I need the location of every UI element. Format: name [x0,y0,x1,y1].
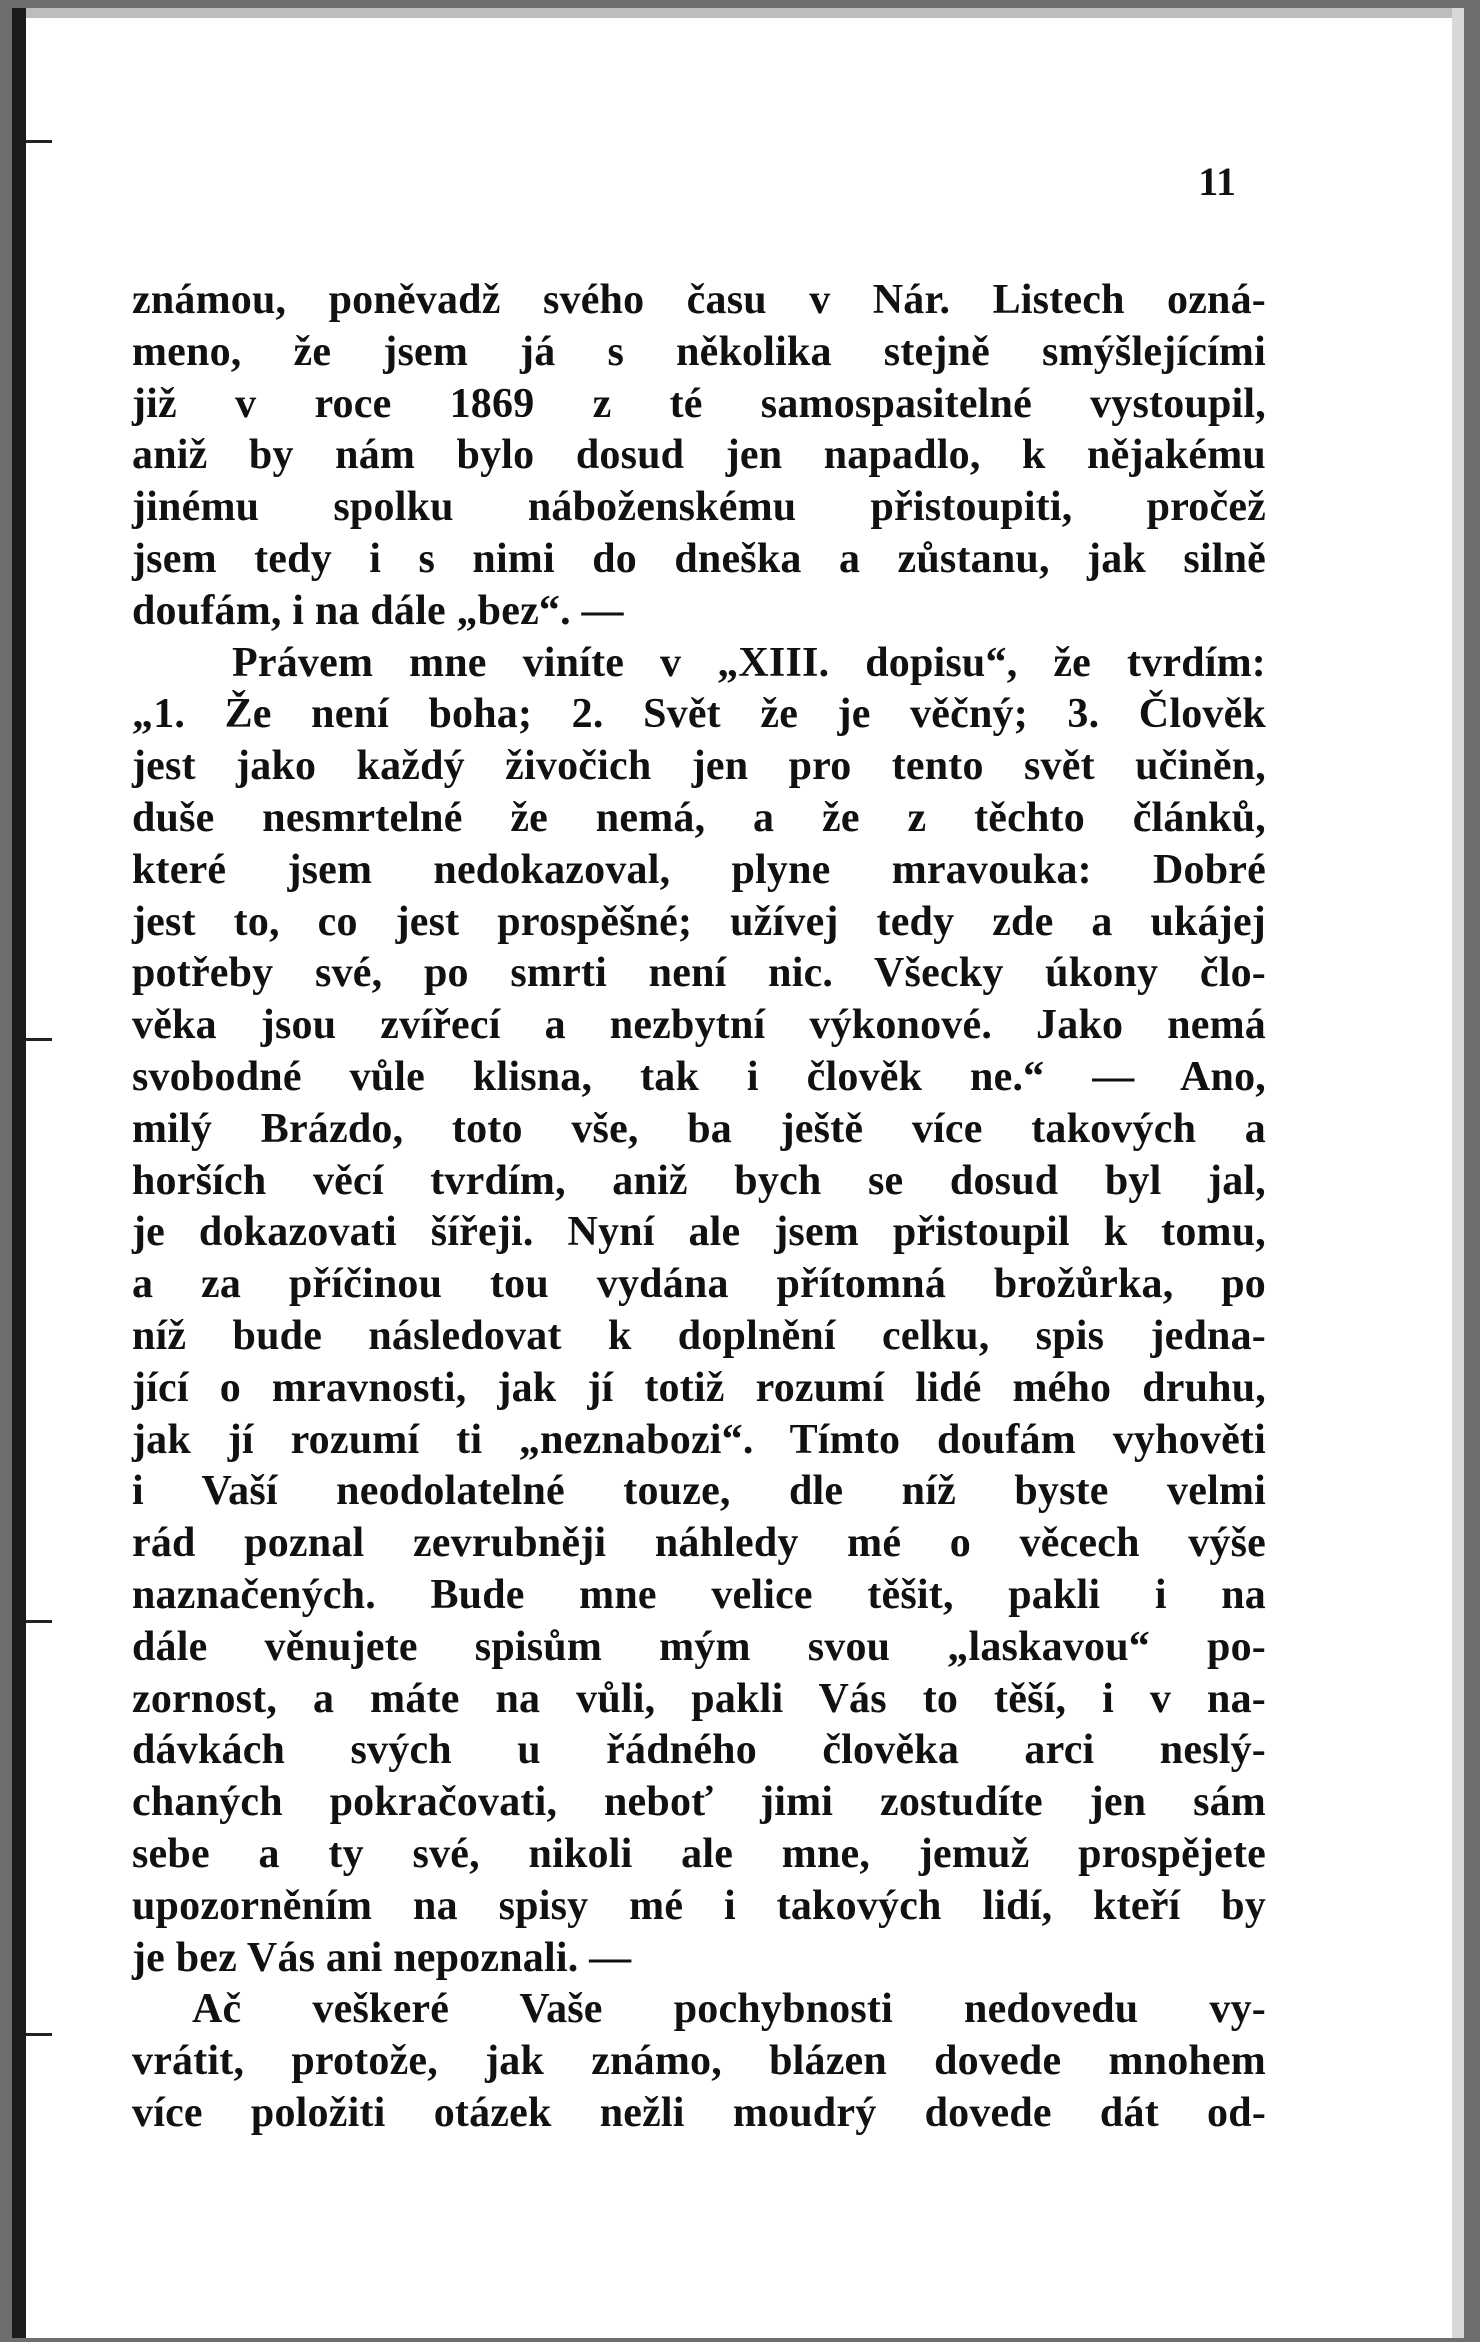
text-line: jest to, co jest prospěšné; užívej tedy zde a ukájej [132,898,1266,945]
text-line: jsem tedy i s nimi do dneška a zůstanu, jak silně [132,535,1266,582]
text-line: upozorněním na spisy mé i takových lidí, kteří by [132,1882,1266,1929]
text-line: chaných pokračovati, neboť jimi zostudíte jen sám [132,1779,1266,1826]
body-text [132,275,1266,2140]
text-line: je bez Vás ani nepoznali. — [132,1934,632,1981]
text-line: Ač veškeré Vaše pochybnosti nedovedu vy- [192,1986,1266,2033]
scan-left-binding-edge [12,8,26,2338]
text-line: i Vaší neodolatelné touze, dle níž byste velmi [132,1468,1266,1515]
text-line: věka jsou zvířecí a nezbytní výkonové. Jako nemá [132,1002,1266,1049]
scan-right-edge [1452,8,1464,2338]
scan-top-edge [12,8,1464,18]
binding-mark [26,1038,52,1041]
binding-mark [26,1620,52,1623]
book-page [12,8,1464,2338]
text-line: jak jí rozumí ti „neznabozi“. Tímto doufám vyhověti [132,1416,1266,1463]
text-line: jest jako každý živočich jen pro tento svět učiněn, [132,743,1266,790]
binding-mark [26,2033,52,2036]
text-line: rád poznal zevrubněji náhledy mé o věcech výše [132,1520,1266,1567]
text-line: dávkách svých u řádného člověka arci neslý- [132,1727,1266,1774]
text-line: které jsem nedokazoval, plyne mravouka: Dobré [132,846,1266,893]
text-line: zornost, a máte na vůli, pakli Vás to těší, i v na- [132,1675,1266,1722]
text-line: a za příčinou tou vydána přítomná brožůrka, po [132,1261,1266,1308]
text-line: více položiti otázek nežli moudrý dovede dát od- [132,2089,1266,2136]
text-line: jící o mravnosti, jak jí totiž rozumí lidé mého druhu, [132,1364,1266,1411]
binding-mark [26,140,52,143]
text-line: doufám, i na dále „bez“. — [132,587,624,634]
text-line: již v roce 1869 z té samospasitelné vystoupil, [132,380,1266,427]
text-line: horších věcí tvrdím, aniž bych se dosud byl jal, [132,1157,1266,1204]
text-line: svobodné vůle klisna, tak i člověk ne.“ — Ano, [132,1053,1266,1100]
text-line: potřeby své, po smrti není nic. Všecky úkony člo- [132,950,1266,997]
text-line: meno, že jsem já s několika stejně smýšlejícími [132,328,1266,375]
text-line: milý Brázdo, toto vše, ba ještě více takových a [132,1105,1266,1152]
page-number: 11 [1198,159,1236,204]
text-line: vrátit, protože, jak známo, blázen dovede mnohem [132,2038,1266,2085]
text-line: sebe a ty své, nikoli ale mne, jemuž prospějete [132,1830,1266,1877]
text-line: „1. Že není boha; 2. Svět že je věčný; 3. Člověk [132,691,1266,738]
text-line: je dokazovati šířeji. Nyní ale jsem přistoupil k tomu, [132,1209,1266,1256]
text-line: Právem mne viníte v „XIII. dopisu“, že tvrdím: [232,639,1266,686]
text-line: naznačených. Bude mne velice těšit, pakli i na [132,1571,1266,1618]
text-line: níž bude následovat k doplnění celku, spis jedna- [132,1312,1266,1359]
text-line: aniž by nám bylo dosud jen napadlo, k nějakému [132,432,1266,479]
text-line: dále věnujete spisům mým svou „laskavou“ po- [132,1623,1266,1670]
text-line: duše nesmrtelné že nemá, a že z těchto článků, [132,794,1266,841]
text-line: jinému spolku náboženskému přistoupiti, pročež [132,484,1266,531]
text-line: známou, poněvadž svého času v Nár. Listech ozná- [132,277,1266,323]
